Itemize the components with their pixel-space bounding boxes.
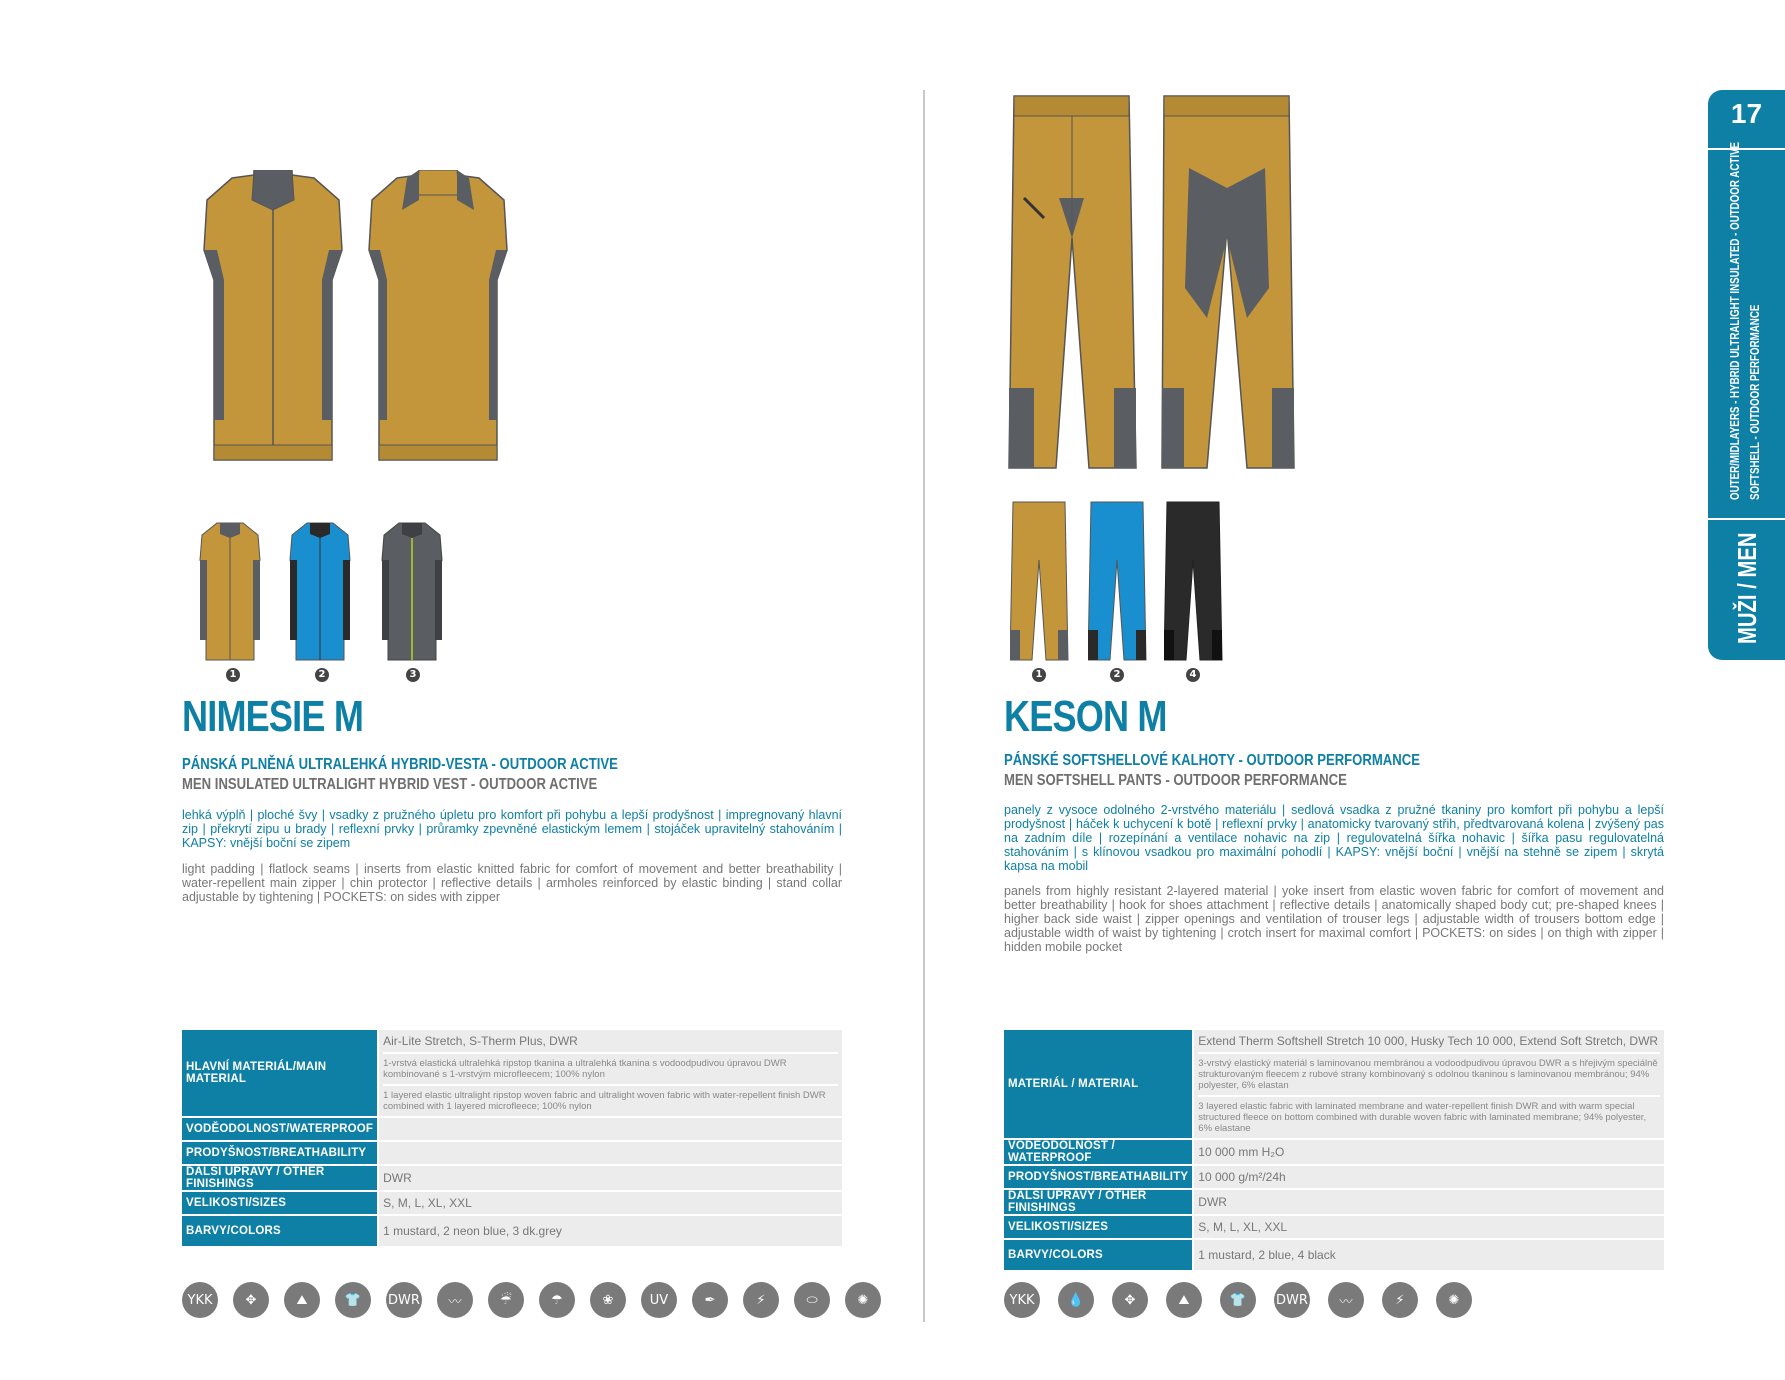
ykk-icon: YKK bbox=[1004, 1282, 1040, 1318]
stretch-icon: ✥ bbox=[233, 1282, 269, 1318]
page-number: 17 bbox=[1730, 98, 1763, 129]
product-subtitle-cz: PÁNSKÉ SOFTSHELLOVÉ KALHOTY - OUTDOOR PERFORMANCE bbox=[1004, 752, 1420, 769]
shirt-icon: 👕 bbox=[335, 1282, 371, 1318]
product-title: NIMESIE M bbox=[182, 692, 364, 741]
vest-hero-image bbox=[182, 170, 512, 470]
tab-divider bbox=[1708, 518, 1785, 520]
description-en: panels from highly resistant 2-layered material | yoke insert from elastic woven fabric for comfort of movement and better breathability | hook for shoes attachment | reflective details | anatomically shaped body cut; pre-shaped knees | higher back side waist | zipper openings and ventilation of trouser legs | adjustable width of trousers bottom edge | adjustable width of waist by tightening | crotch insert for maximal comfort | POCKETS: on sides | on thigh with zipper | hidden mobile pocket bbox=[1004, 884, 1664, 954]
product-subtitle-en: MEN INSULATED ULTRALIGHT HYBRID VEST - OUTDOOR ACTIVE bbox=[182, 776, 598, 793]
pants-back-illustration bbox=[1162, 96, 1294, 468]
vest-front-illustration bbox=[204, 170, 342, 460]
spec-row-material bbox=[182, 1030, 842, 1116]
spec-row-material bbox=[1004, 1030, 1664, 1138]
spec-material-en: 3 layered elastic fabric with laminated membrane and water-repellent finish DWR and with warm special structured fleece on bottom combined with durable woven fabric with laminated membrane; 94% polyester, 6% elastane bbox=[1198, 1101, 1647, 1134]
pants-hero-image bbox=[1004, 88, 1304, 470]
swatch-number: 4 bbox=[1186, 668, 1200, 682]
flower-icon: ❀ bbox=[590, 1282, 626, 1318]
vest-back-illustration bbox=[369, 170, 507, 460]
spec-value: Air-Lite Stretch, S-Therm Plus, DWR bbox=[383, 1030, 838, 1054]
product-title: KESON M bbox=[1004, 692, 1167, 741]
rain-icon: ☔ bbox=[488, 1282, 524, 1318]
spec-row-breathability bbox=[1004, 1166, 1664, 1188]
description-en: light padding | flatlock seams | inserts from elastic knitted fabric for comfort of movement and better breathability | water-repellent main zipper | chin protector | reflective details | armholes reinforced by elastic binding | stand collar adjustable by tightening | POCKETS: on sides with zipper bbox=[182, 862, 842, 904]
spec-label: VODĚODOLNOST/WATERPROOF bbox=[182, 1118, 379, 1140]
spec-value: S, M, L, XL, XXL bbox=[379, 1192, 842, 1214]
uv-icon: UV bbox=[641, 1282, 677, 1318]
spec-row-waterproof bbox=[1004, 1140, 1664, 1164]
waterproof-icon: ⛰ bbox=[284, 1282, 320, 1318]
spec-label: DALŠÍ ÚPRAVY / OTHER FINISHINGS bbox=[1004, 1190, 1194, 1214]
page-divider bbox=[923, 90, 925, 1322]
spec-value: 1 mustard, 2 neon blue, 3 dk.grey bbox=[379, 1216, 842, 1246]
spec-label: BARVY/COLORS bbox=[182, 1216, 379, 1246]
spec-label: PRODYŠNOST/BREATHABILITY bbox=[182, 1142, 379, 1164]
tab-category-line1: OUTER/MIDLAYERS - HYBRID ULTRALIGHT INSULATED - OUTDOOR ACTIVE bbox=[1728, 141, 1742, 501]
spec-row-finishings bbox=[182, 1166, 842, 1190]
spec-label: BARVY/COLORS bbox=[1004, 1240, 1194, 1270]
wave-icon: 〰 bbox=[1328, 1282, 1364, 1318]
spec-value: 1 mustard, 2 blue, 4 black bbox=[1194, 1240, 1664, 1270]
product-subtitle-cz: PÁNSKÁ PLNĚNÁ ULTRALEHKÁ HYBRID-VESTA - OUTDOOR ACTIVE bbox=[182, 756, 618, 773]
product-subtitle-en: MEN SOFTSHELL PANTS - OUTDOOR PERFORMANCE bbox=[1004, 772, 1347, 789]
spec-label: VELIKOSTI/SIZES bbox=[182, 1192, 379, 1214]
reflective-icon: ⚡ bbox=[1382, 1282, 1418, 1318]
spec-table bbox=[1004, 1028, 1664, 1272]
capsule-icon: ⬭ bbox=[794, 1282, 830, 1318]
ykk-icon: YKK bbox=[182, 1282, 218, 1318]
spec-label: VELIKOSTI/SIZES bbox=[1004, 1216, 1194, 1238]
stretch-icon: ✥ bbox=[1112, 1282, 1148, 1318]
description-cz: lehká výplň | ploché švy | vsadky z pružného úpletu pro komfort při pohybu a lepší prodyšnost | impregnovaný hlavní zip | překrytí zipu u brady | reflexní prvky | průramky zpevněné elastickým lemem | stojáček upravitelný stahováním | KAPSY: vnější boční se zipem bbox=[182, 808, 842, 850]
spec-label: PRODYŠNOST/BREATHABILITY bbox=[1004, 1166, 1194, 1188]
wave-icon: 〰 bbox=[437, 1282, 473, 1318]
color-swatch-1 bbox=[192, 520, 268, 662]
breathable-icon: ☂ bbox=[539, 1282, 575, 1318]
spec-material-cz: 3-vrstvý elastický materiál s laminovanou membránou a vodoodpudivou úpravou DWR a s hřejivým speciálně strukturovaným fleecem z rubové strany kombinovaný s odolnou tkaninou s laminovanou membránou; 94% polyester, 6% elastan bbox=[1198, 1058, 1658, 1091]
feather-icon: ✒ bbox=[692, 1282, 728, 1318]
spec-value: S, M, L, XL, XXL bbox=[1194, 1216, 1664, 1238]
spec-label: DALŠÍ ÚPRAVY / OTHER FINISHINGS bbox=[182, 1166, 379, 1190]
spec-row-waterproof bbox=[182, 1118, 842, 1140]
description-cz: panely z vysoce odolného 2-vrstvého materiálu | sedlová vsadka z pružné tkaniny pro komfort při pohybu a lepší prodyšnost | háček k uchycení k botě | reflexní prvky | anatomicky tvarovaný střih, předtvarovaná kolena | zvýšený pas na zadním díle | rozepínání a ventilace nohavic na zip | regulovatelná šířka nohavic | šířka pasu regulovatelná stahováním | s klínovou vsadkou pro maximální pohodlí | KAPSY: vnější boční | vnější na stehně se zipem | skrytá kapsa na mobil bbox=[1004, 803, 1664, 873]
spec-value bbox=[379, 1142, 842, 1164]
spec-label: HLAVNÍ MATERIÁL/MAIN MATERIAL bbox=[182, 1030, 379, 1116]
color-swatch-2 bbox=[1088, 500, 1148, 662]
reflective-icon: ⚡ bbox=[743, 1282, 779, 1318]
pants-front-illustration bbox=[1009, 96, 1136, 468]
waterproof-icon: ⛰ bbox=[1166, 1282, 1202, 1318]
dwr-icon: DWR bbox=[386, 1282, 422, 1318]
waterproof-drop-icon: 💧 bbox=[1058, 1282, 1094, 1318]
swatch-number: 2 bbox=[1110, 668, 1124, 682]
spec-label: VODĚODOLNOST / WATERPROOF bbox=[1004, 1140, 1194, 1164]
color-swatch-3 bbox=[374, 520, 450, 662]
spec-label: MATERIÁL / MATERIAL bbox=[1004, 1030, 1194, 1138]
swatch-number: 2 bbox=[315, 668, 329, 682]
spec-value: Extend Therm Softshell Stretch 10 000, Husky Tech 10 000, Extend Soft Stretch, DWR bbox=[1198, 1030, 1660, 1054]
spec-value: DWR bbox=[1194, 1190, 1664, 1214]
tab-divider bbox=[1708, 148, 1785, 150]
spec-table bbox=[182, 1028, 842, 1248]
shirt-icon: 👕 bbox=[1220, 1282, 1256, 1318]
tab-section-label: MUŽI / MEN bbox=[1732, 532, 1762, 644]
color-swatch-4 bbox=[1164, 500, 1224, 662]
spec-value: DWR bbox=[379, 1166, 842, 1190]
spec-value bbox=[379, 1118, 842, 1140]
insulation-icon: ✺ bbox=[1436, 1282, 1472, 1318]
swatch-number: 1 bbox=[226, 668, 240, 682]
insulation-icon: ✺ bbox=[845, 1282, 881, 1318]
spec-value: 10 000 mm H₂O bbox=[1194, 1140, 1664, 1164]
spec-row-colors bbox=[1004, 1240, 1664, 1270]
color-swatch-2 bbox=[282, 520, 358, 662]
dwr-icon: DWR bbox=[1274, 1282, 1310, 1318]
spec-row-colors bbox=[182, 1216, 842, 1246]
spec-material-en: 1 layered elastic ultralight ripstop woven fabric and ultralight woven fabric with water-repellent finish DWR combined with 1 layered microfleece; 100% nylon bbox=[383, 1090, 826, 1112]
swatch-number: 3 bbox=[406, 668, 420, 682]
spec-row-sizes bbox=[1004, 1216, 1664, 1238]
feature-icons bbox=[182, 1282, 881, 1318]
spec-row-breathability bbox=[182, 1142, 842, 1164]
section-side-tab bbox=[1708, 90, 1785, 660]
color-swatch-1 bbox=[1010, 500, 1070, 662]
spec-row-finishings bbox=[1004, 1190, 1664, 1214]
spec-material-cz: 1-vrstvá elastická ultralehká ripstop tkanina a ultralehká tkanina s vodoodpudivou úpravou DWR kombinované s 1-vrstvým microfleecem; 100% nylon bbox=[383, 1058, 787, 1080]
spec-row-sizes bbox=[182, 1192, 842, 1214]
swatch-number: 1 bbox=[1032, 668, 1046, 682]
spec-value: 10 000 g/m²/24h bbox=[1194, 1166, 1664, 1188]
feature-icons bbox=[1004, 1282, 1472, 1318]
tab-category-line2: SOFTSHELL - OUTDOOR PERFORMANCE bbox=[1748, 304, 1762, 500]
